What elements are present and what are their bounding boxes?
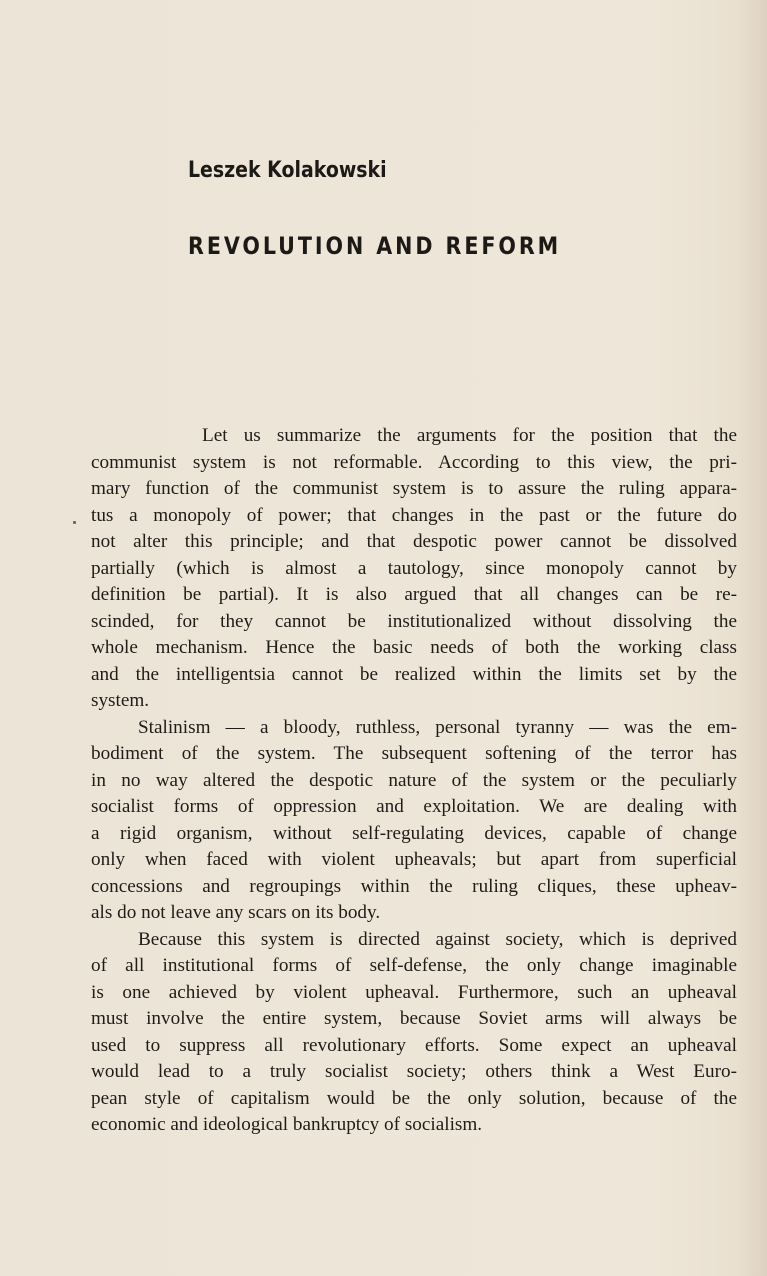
paragraph-1 bbox=[91, 423, 737, 715]
text-line: scinded, for they cannot be institutionalized without dissolving the bbox=[91, 610, 737, 632]
text-line: is one achieved by violent upheaval. Furthermore, such an upheaval bbox=[91, 981, 737, 1003]
text-line: partially (which is almost a tautology, since monopoly cannot by bbox=[91, 557, 737, 579]
text-line: Because this system is directed against society, which is deprived bbox=[138, 928, 737, 950]
text-line: economic and ideological bankruptcy of socialism. bbox=[91, 1114, 483, 1135]
text-line: concessions and regroupings within the ruling cliques, these upheav- bbox=[91, 875, 737, 897]
text-line: Let us summarize the arguments for the position that the bbox=[202, 425, 737, 446]
text-line: definition be partial). It is also argued that all changes can be re- bbox=[91, 584, 737, 605]
text-line: of all institutional forms of self-defense, the only change imaginable bbox=[91, 955, 737, 976]
text-line: whole mechanism. Hence the basic needs of both the working class bbox=[91, 637, 737, 658]
text-line: not alter this principle; and that despotic power cannot be dissolved bbox=[91, 531, 737, 552]
text-line: would lead to a truly socialist society; others think a West Euro- bbox=[91, 1061, 737, 1082]
margin-mark bbox=[73, 521, 76, 524]
text-line: only when faced with violent upheavals; but apart from superficial bbox=[91, 849, 737, 870]
text-line: pean style of capitalism would be the only solution, because of the bbox=[91, 1087, 737, 1109]
text-line: communist system is not reformable. According to this view, the pri- bbox=[91, 451, 737, 473]
author-name: Leszek Kolakowski bbox=[188, 158, 387, 183]
text-line: and the intelligentsia cannot be realized within the limits set by the bbox=[91, 663, 737, 685]
text-line: a rigid organism, without self-regulating devices, capable of change bbox=[91, 822, 737, 844]
text-line: socialist forms of oppression and exploitation. We are dealing with bbox=[91, 796, 737, 817]
text-line: must involve the entire system, because Soviet arms will always be bbox=[91, 1008, 737, 1029]
text-line: used to suppress all revolutionary efforts. Some expect an upheaval bbox=[91, 1034, 737, 1056]
paragraph-3 bbox=[91, 927, 737, 1139]
body-text bbox=[91, 423, 737, 1139]
text-line: tus a monopoly of power; that changes in the past or the future do bbox=[91, 504, 737, 526]
text-line: als do not leave any scars on its body. bbox=[91, 902, 381, 923]
paragraph-2 bbox=[91, 715, 737, 927]
text-line: in no way altered the despotic nature of the system or the peculiarly bbox=[91, 769, 737, 791]
text-line: system. bbox=[91, 690, 150, 711]
text-line: Stalinism — a bloody, ruthless, personal tyranny — was the em- bbox=[138, 716, 737, 738]
text-line: mary function of the communist system is to assure the ruling appara- bbox=[91, 478, 737, 499]
chapter-title: REVOLUTION AND REFORM bbox=[188, 232, 562, 260]
text-line: bodiment of the system. The subsequent softening of the terror has bbox=[91, 743, 737, 764]
